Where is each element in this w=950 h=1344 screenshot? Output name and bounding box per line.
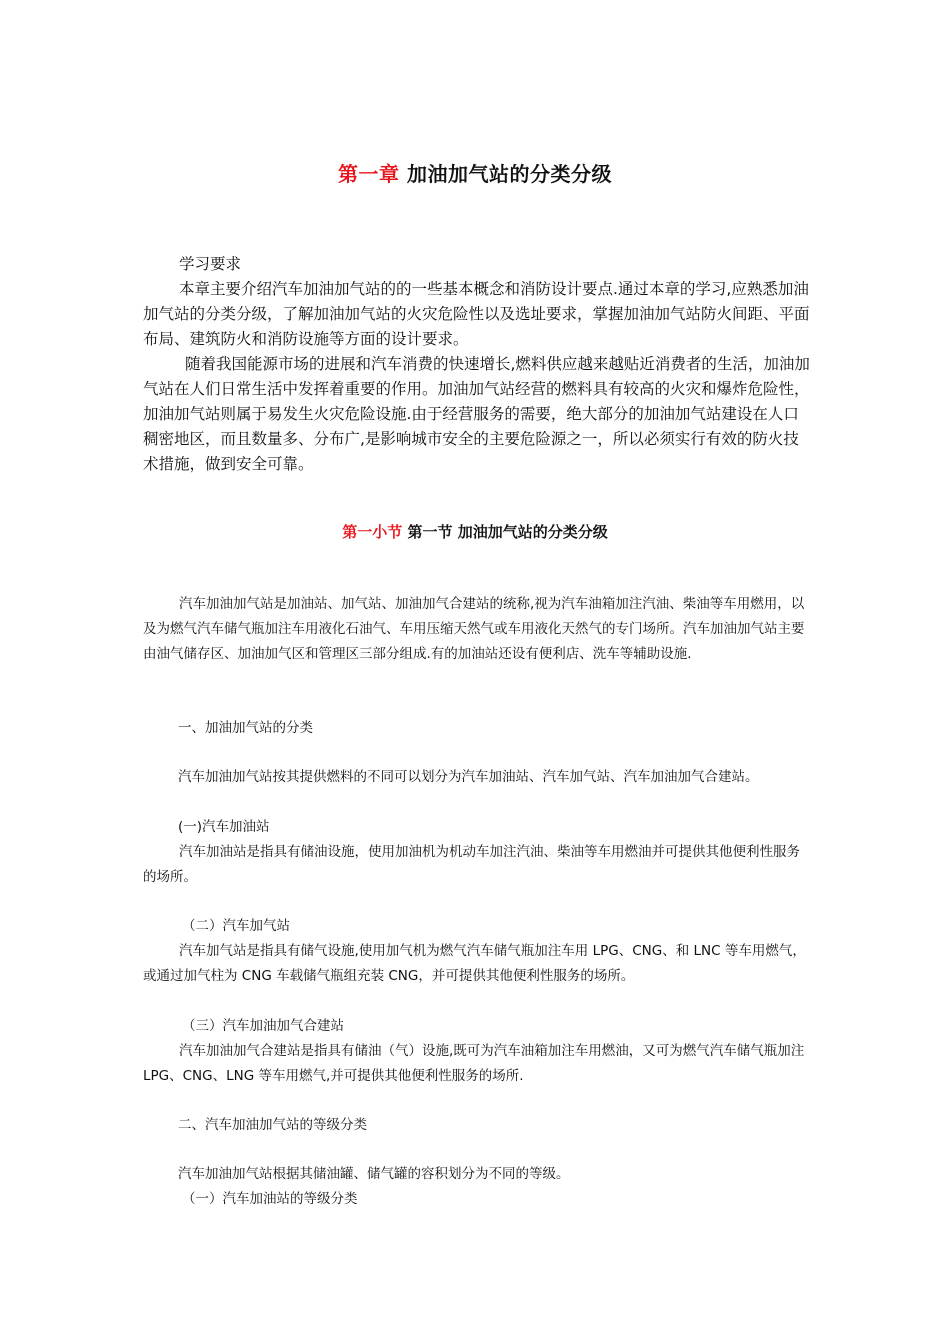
subsection-3-text: 汽车加油加气合建站是指具有储油（气）设施,既可为汽车油箱加注车用燃油，又可为燃气汽车储气瓶加注 LPG、CNG、LNG 等车用燃气,并可提供其他便利性服务的场所.: [143, 1043, 805, 1084]
heading-grading: 二、汽车加油加气站的等级分类: [178, 1117, 367, 1133]
subsection-2-title: （二）汽车加气站: [182, 918, 290, 934]
chapter-label: 第一章: [338, 162, 400, 186]
chapter-title: [0, 158, 950, 187]
intro-heading: 学习要求: [179, 255, 242, 273]
intro-paragraph-2: 随着我国能源市场的进展和汽车消费的快速增长,燃料供应越来越贴近消费者的生活，加油加气站在人们日常生活中发挥着重要的作用。加油加气站经营的燃料具有较高的火灾和爆炸危险性，加油加气站则属于易发生火灾危险设施.由于经营服务的需要，绝大部分的加油加气站建设在人口稠密地区，而且数量多、分布广,是影响城市安全的主要危险源之一，所以必须实行有效的防火技术措施，做到安全可靠。: [143, 355, 810, 473]
section-title: [0, 521, 950, 542]
intro-block: [143, 252, 811, 477]
subsection-1-text: 汽车加油站是指具有储油设施，使用加油机为机动车加注汽油、柴油等车用燃油并可提供其他便利性服务的场所。: [143, 844, 800, 885]
classification-paragraph: 汽车加油加气站按其提供燃料的不同可以划分为汽车加油站、汽车加气站、汽车加油加气合建站。: [178, 769, 759, 785]
subsection-3-title: （三）汽车加油加气合建站: [182, 1018, 344, 1034]
intro-paragraph-1: 本章主要介绍汽车加油加气站的的一些基本概念和消防设计要点.通过本章的学习,应熟悉加油加气站的分类分级，了解加油加气站的火灾危险性以及选址要求，掌握加油加气站防火间距、平面布局、建筑防火和消防设施等方面的设计要求。: [143, 280, 810, 348]
chapter-title-text: 加油加气站的分类分级: [406, 162, 612, 186]
grading-subsection-1-title: （一）汽车加油站的等级分类: [182, 1191, 358, 1207]
section-title-text: 第一节 加油加气站的分类分级: [407, 523, 608, 541]
heading-classification: 一、加油加气站的分类: [178, 720, 313, 736]
subsection-2-text: 汽车加气站是指具有储气设施,使用加气机为燃气汽车储气瓶加注车用 LPG、CNG、和 LNC 等车用燃气，或通过加气柱为 CNG 车载储气瓶组充装 CNG，并可提供其他便利性服务的场所。: [143, 943, 806, 984]
subsection-1-title: (一)汽车加油站: [178, 819, 270, 835]
grading-paragraph: 汽车加油加气站根据其储油罐、储气罐的容积划分为不同的等级。: [178, 1166, 570, 1182]
body-paragraph-1: 汽车加油加气站是加油站、加气站、加油加气合建站的统称,视为汽车油箱加注汽油、柴油等车用燃用，以及为燃气汽车储气瓶加注车用液化石油气、车用压缩天然气或车用液化天然气的专门场所。汽车加油加气站主要由油气储存区、加油加气区和管理区三部分组成.有的加油站还设有便利店、洗车等辅助设施.: [143, 596, 805, 662]
section-label: 第一小节: [342, 523, 403, 541]
